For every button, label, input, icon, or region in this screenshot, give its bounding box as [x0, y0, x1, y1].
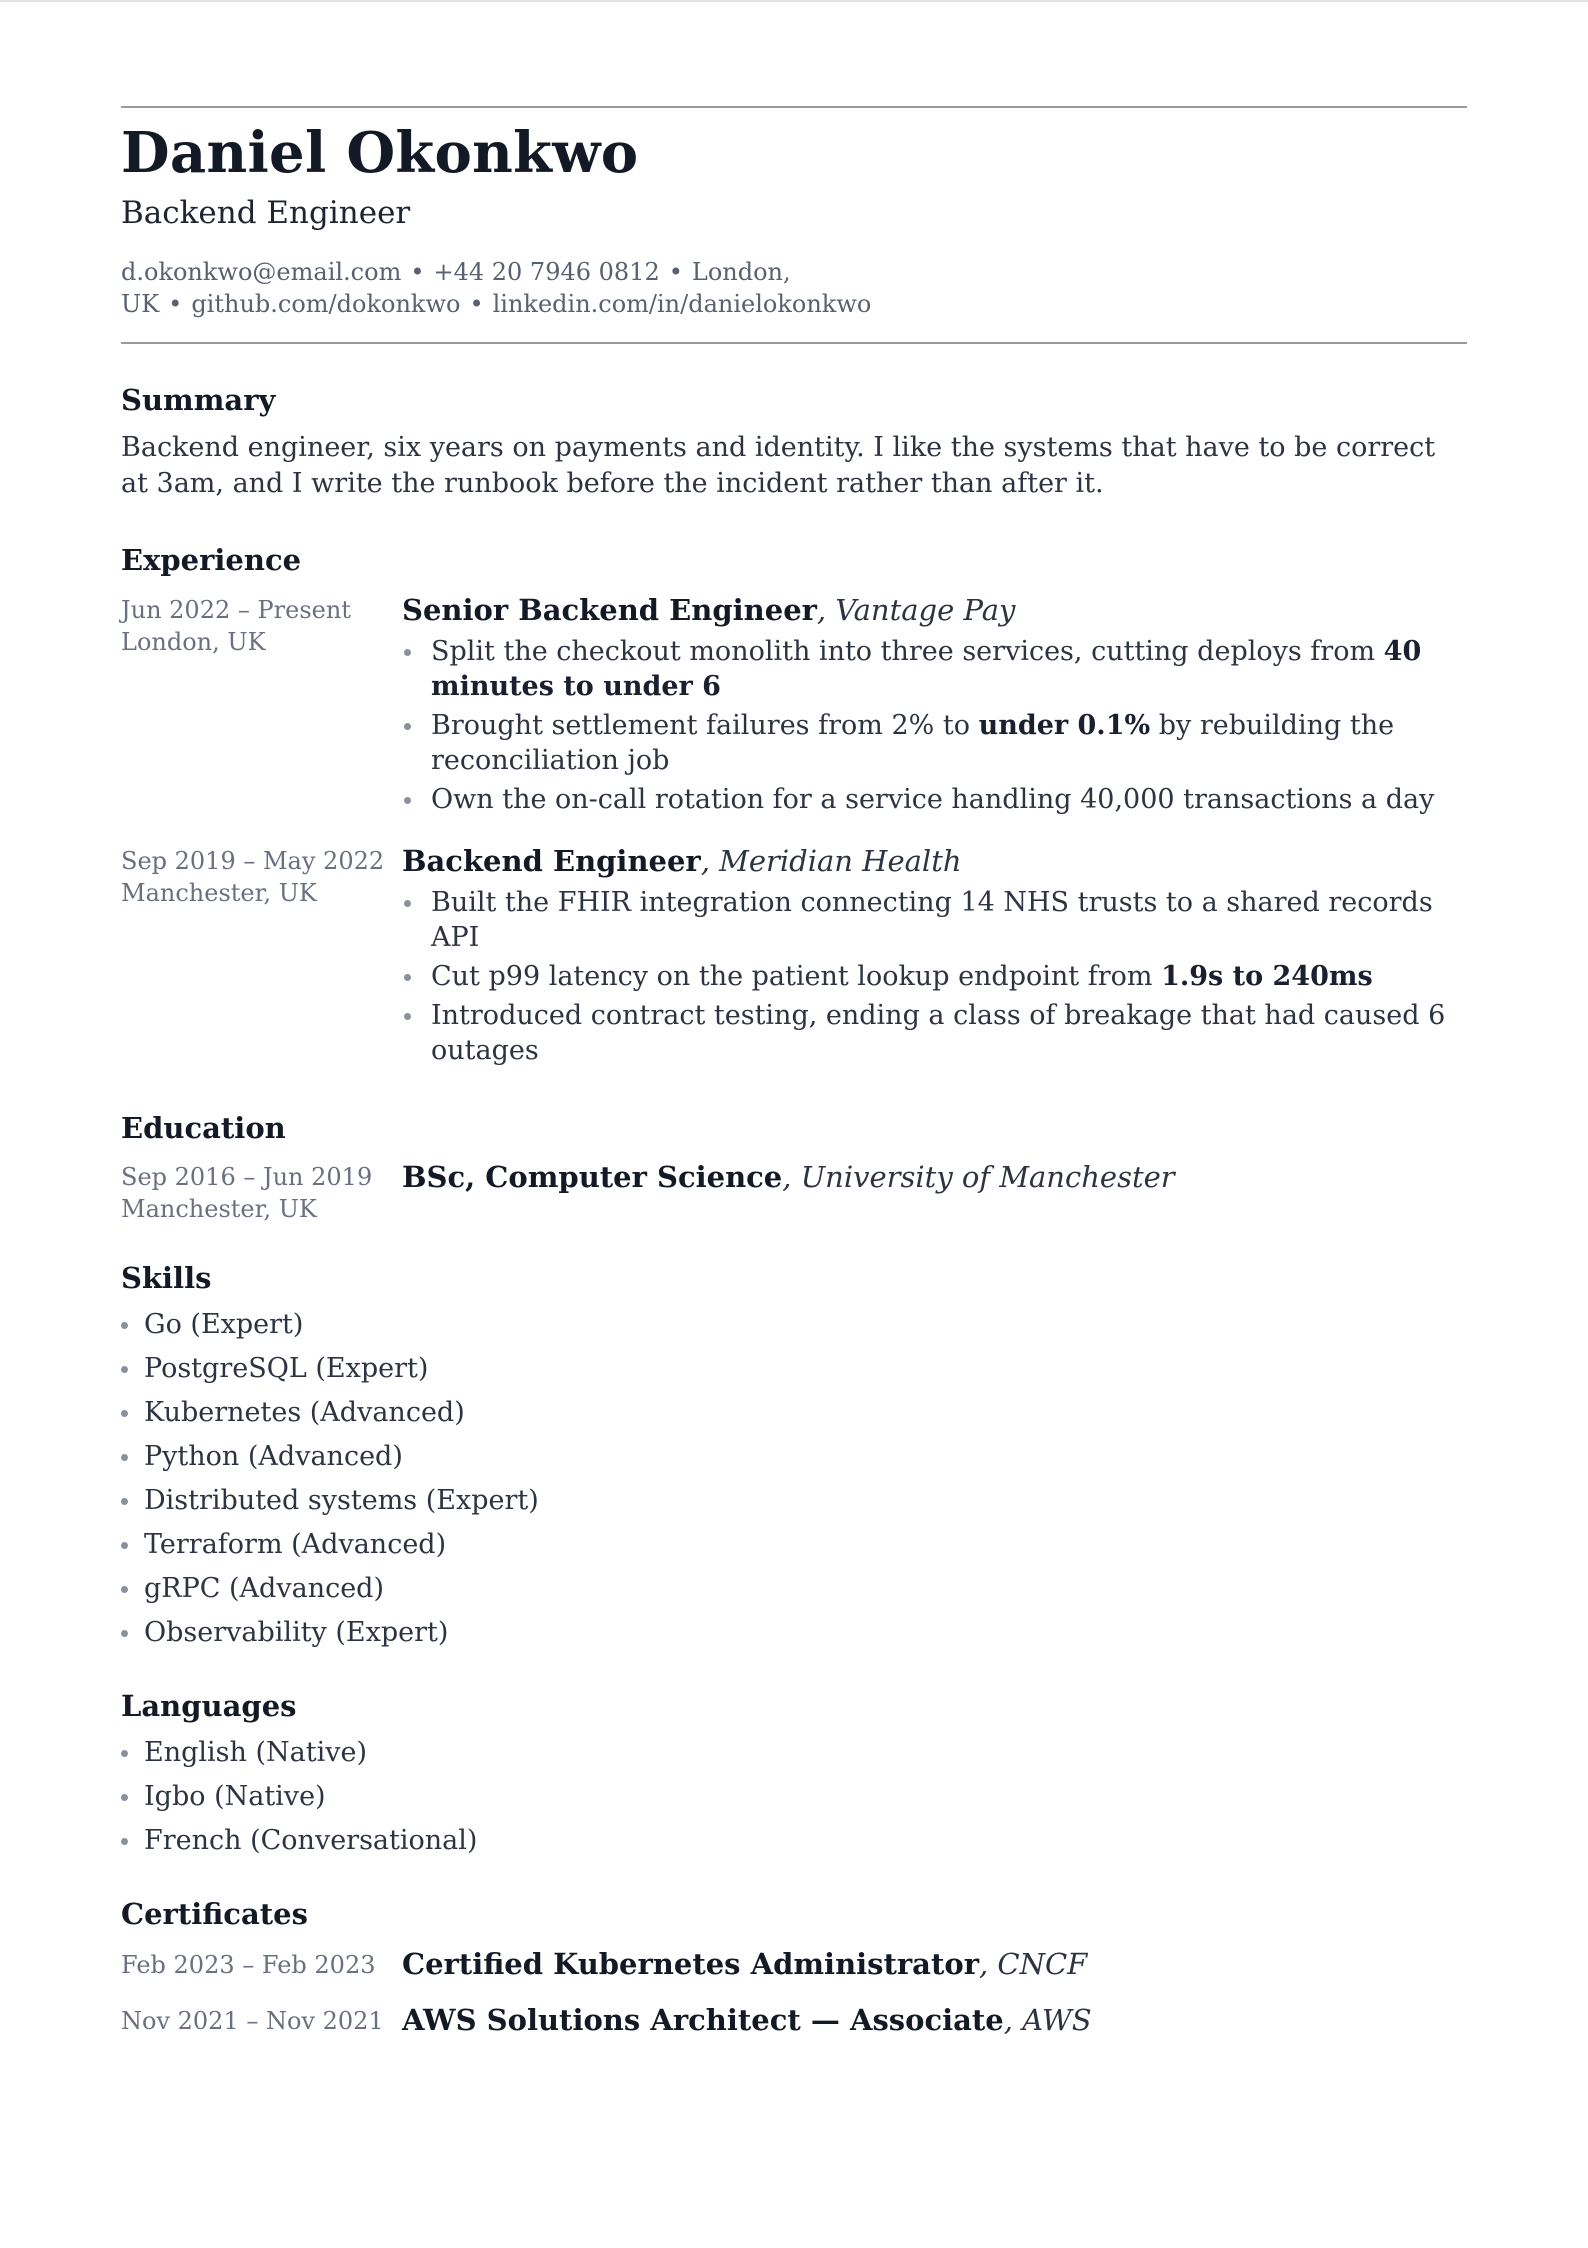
job-role: Senior Backend Engineer: [402, 592, 817, 627]
entry-body: [402, 1946, 1467, 1982]
experience-entry: [121, 592, 1467, 821]
entry-dates: Sep 2019 – May 2022: [121, 846, 385, 875]
certificate-issuer: CNCF: [997, 1946, 1088, 1981]
education-entry: [121, 1159, 1467, 1225]
bullet-item: [402, 998, 1467, 1068]
bullet-item: [402, 959, 1467, 994]
bullet-highlight: under 0.1%: [978, 709, 1151, 741]
heading-separator: ,: [978, 1946, 998, 1981]
skill-item: Distributed systems (Expert): [121, 1479, 1467, 1523]
language-item: French (Conversational): [121, 1819, 1467, 1863]
heading-separator: ,: [700, 843, 720, 878]
bullet-highlight: 1.9s to 240ms: [1161, 960, 1373, 992]
entry-heading: [402, 2002, 1467, 2038]
skill-item: Kubernetes (Advanced): [121, 1391, 1467, 1435]
contact-phone[interactable]: +44 20 7946 0812: [433, 257, 660, 286]
entry-meta: [121, 1159, 402, 1225]
entry-body: [402, 592, 1467, 821]
heading-separator: ,: [816, 592, 836, 627]
certificate-entry: [121, 2002, 1467, 2038]
contact-separator: •: [668, 257, 683, 286]
candidate-title: Backend Engineer: [121, 194, 411, 231]
summary-text: Backend engineer, six years on payments and identity. I like the systems that have to be correct at 3am, and I write the runbook before the incident rather than after it.: [121, 431, 1436, 499]
skill-item: PostgreSQL (Expert): [121, 1347, 1467, 1391]
contact-separator: •: [410, 257, 425, 286]
bullet-item: [402, 708, 1467, 778]
contact-line: [121, 256, 901, 320]
page-top-edge: [0, 0, 1588, 2]
entry-location: Manchester, UK: [121, 878, 317, 907]
certificate-name: AWS Solutions Architect — Associate: [402, 2002, 1004, 2037]
entry-dates: Jun 2022 – Present: [121, 595, 351, 624]
contact-email[interactable]: d.okonkwo@email.com: [121, 257, 402, 286]
experience-section: [121, 543, 1467, 1072]
heading-separator: ,: [1003, 2002, 1023, 2037]
skill-item: gRPC (Advanced): [121, 1567, 1467, 1611]
certificate-dates: Nov 2021 – Nov 2021: [121, 2006, 384, 2035]
job-bullets: [402, 885, 1467, 1068]
experience-entry: [121, 843, 1467, 1072]
bullet-text: Introduced contract testing, ending a class of breakage that had caused 6 outages: [431, 999, 1446, 1066]
skills-list: [121, 1303, 1467, 1655]
job-bullets: [402, 634, 1467, 817]
bullet-text: by rebuilding the reconciliation job: [431, 709, 1395, 776]
certificate-dates: Feb 2023 – Feb 2023: [121, 1950, 376, 1979]
bullet-highlight: 40 minutes to under 6: [431, 635, 1422, 702]
languages-section: [121, 1689, 1467, 1863]
experience-heading: Experience: [121, 542, 302, 577]
contact-location: London, UK: [121, 257, 791, 318]
contact-github[interactable]: github.com/dokonkwo: [191, 289, 461, 318]
job-company: Vantage Pay: [835, 592, 1016, 627]
skill-item: Python (Advanced): [121, 1435, 1467, 1479]
job-company: Meridian Health: [719, 843, 962, 878]
resume-page: [121, 106, 1467, 2038]
skill-item: Go (Expert): [121, 1303, 1467, 1347]
education-section: [121, 1111, 1467, 1226]
bullet-item: [402, 782, 1467, 817]
entry-meta: [121, 592, 402, 821]
bullet-item: [402, 885, 1467, 955]
entry-heading: [402, 1946, 1467, 1982]
bullet-text: Brought settlement failures from 2% to: [431, 709, 979, 741]
school: University of Manchester: [800, 1160, 1175, 1195]
skills-section: [121, 1261, 1467, 1655]
bullet-text: Built the FHIR integration connecting 14 NHS trusts to a shared records API: [431, 886, 1433, 953]
entry-meta: [121, 843, 402, 1072]
summary-section: [121, 383, 1467, 502]
bullet-text: Split the checkout monolith into three services, cutting deploys from: [431, 635, 1384, 667]
heading-separator: ,: [782, 1160, 801, 1195]
job-role: Backend Engineer: [402, 843, 701, 878]
education-heading: Education: [121, 1110, 286, 1145]
header-top-rule: [121, 106, 1467, 108]
entry-heading: [402, 1159, 1467, 1195]
certificate-entry: [121, 1946, 1467, 1982]
entry-body: [402, 2002, 1467, 2038]
entry-dates: Sep 2016 – Jun 2019: [121, 1163, 373, 1192]
language-item: English (Native): [121, 1731, 1467, 1775]
skills-heading: Skills: [121, 1261, 212, 1296]
summary-heading: Summary: [121, 382, 276, 417]
entry-body: [402, 843, 1467, 1072]
skill-item: Terraform (Advanced): [121, 1523, 1467, 1567]
bullet-item: [402, 634, 1467, 704]
entry-heading: [402, 843, 1467, 879]
bullet-text: Cut p99 latency on the patient lookup endpoint from: [431, 960, 1162, 992]
candidate-name: Daniel Okonkwo: [121, 120, 639, 186]
degree: BSc, Computer Science: [402, 1160, 783, 1195]
certificates-section: [121, 1897, 1467, 2038]
entry-location: Manchester, UK: [121, 1195, 317, 1224]
skill-item: Observability (Expert): [121, 1611, 1467, 1655]
certificate-issuer: AWS: [1022, 2002, 1092, 2037]
certificates-heading: Certificates: [121, 1896, 308, 1931]
entry-location: London, UK: [121, 627, 266, 656]
languages-list: [121, 1731, 1467, 1863]
header-bottom-rule: [121, 342, 1467, 344]
contact-linkedin[interactable]: linkedin.com/in/danielokonkwo: [492, 289, 872, 318]
bullet-text: Own the on-call rotation for a service handling 40,000 transactions a day: [431, 783, 1435, 815]
entry-heading: [402, 592, 1467, 628]
entry-body: [402, 1159, 1467, 1225]
contact-separator: •: [469, 289, 484, 318]
contact-separator: •: [168, 289, 183, 318]
language-item: Igbo (Native): [121, 1775, 1467, 1819]
languages-heading: Languages: [121, 1689, 297, 1724]
certificate-name: Certified Kubernetes Administrator: [402, 1946, 979, 1981]
